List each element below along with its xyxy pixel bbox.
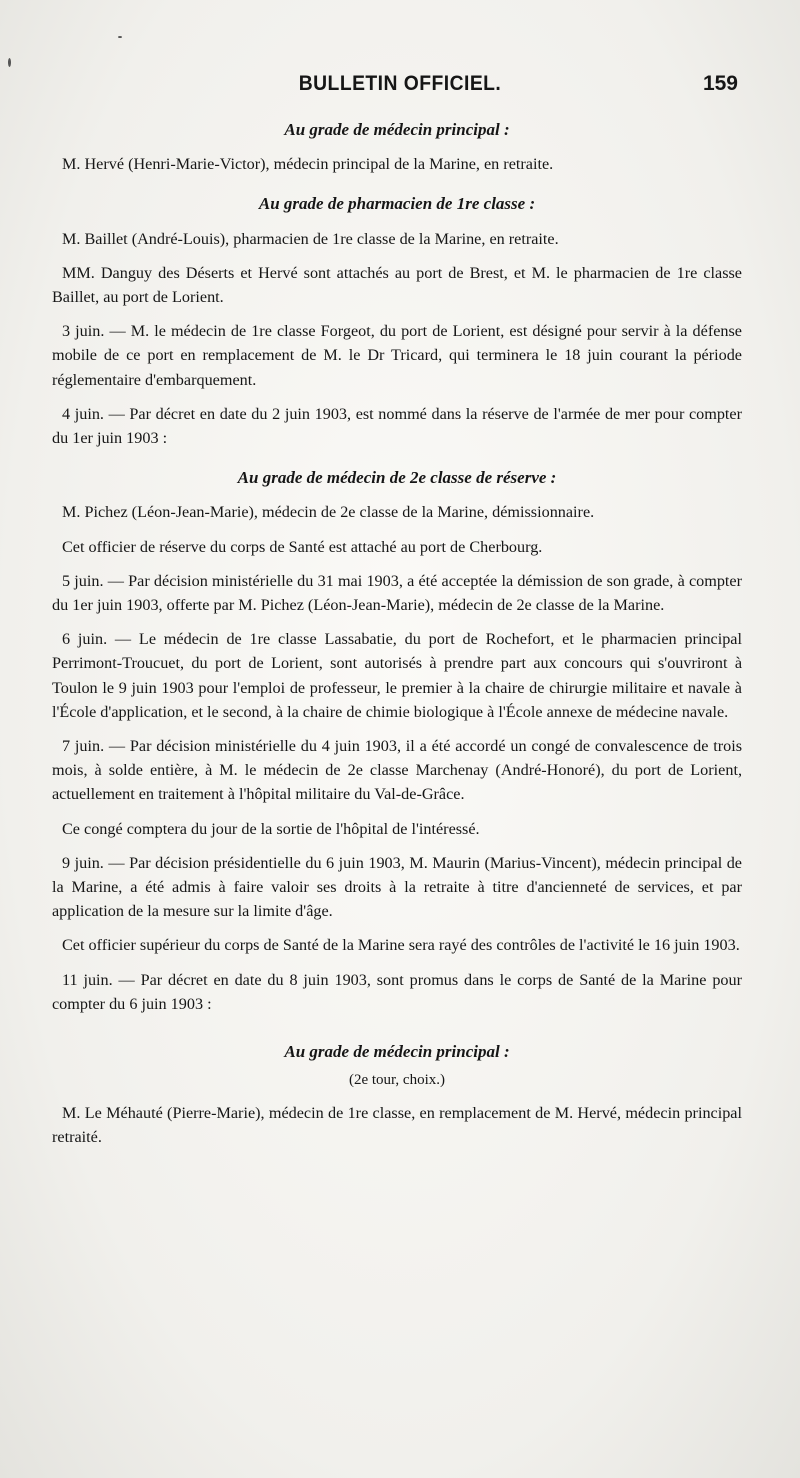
paragraph: 7 juin. — Par décision ministérielle du 4 juin 1903, il a été accordé un congé de convalescence de trois mois, à solde entière, à M. le médecin de 2e classe Marchenay (André-Honoré), du port de Lorient, actuellement en traitement à l'hôpital militaire du Val-de-Grâce. [52, 737, 742, 804]
section-heading: Au grade de médecin principal : [284, 1042, 510, 1062]
scan-speck [8, 58, 11, 67]
section-heading: Au grade de pharmacien de 1re classe : [258, 194, 536, 214]
page-header [60, 72, 740, 102]
scan-speck [118, 36, 122, 38]
paragraph: M. Le Méhauté (Pierre-Marie), médecin de 1re classe, en remplacement de M. Hervé, médecin principal retraité. [52, 1103, 742, 1146]
paragraph: Cet officier supérieur du corps de Santé de la Marine sera rayé des contrôles de l'activité le 16 juin 1903. [62, 936, 740, 955]
page-number: 159 [702, 72, 738, 95]
paragraph: 5 juin. — Par décision ministérielle du 31 mai 1903, a été acceptée la démission de son grade, à compter du 1er juin 1903, offerte par M. Pichez (Léon-Jean-Marie), médecin de 2e classe de la Marine. [52, 571, 742, 615]
paragraph: M. Baillet (André-Louis), pharmacien de 1re classe de la Marine, en retraite. [62, 229, 559, 248]
section-heading: Au grade de médecin principal : [284, 120, 510, 139]
paragraph: 11 juin. — Par décret en date du 8 juin 1903, sont promus dans le corps de Santé de la Marine pour compter du 6 juin 1903 : [52, 970, 742, 1013]
paragraph: M. Hervé (Henri-Marie-Victor), médecin principal de la Marine, en retraite. [62, 155, 554, 174]
section-heading: Au grade de médecin de 2e classe de réserve : [237, 468, 557, 488]
bulletin-title: BULLETIN OFFICIEL. [298, 72, 502, 95]
paragraph: 3 juin. — M. le médecin de 1re classe Forgeot, du port de Lorient, est désigné pour servir à la défense mobile de ce port en remplacement de M. le Dr Tricard, qui terminera le 18 juin courant la période réglementaire d'embarquement. [52, 322, 742, 389]
paragraph: 6 juin. — Le médecin de 1re classe Lassabatie, du port de Rochefort, et le pharmacien principal Perrimont-Troucuet, du port de Lorient, sont autorisés à prendre part aux concours qui s'ouvriront à Toulon le 9 juin 1903 pour l'emploi de professeur, le premier à la chaire de chirurgie militaire et navale à l'École d'application, et le second, à la chaire de chimie biologique à l'École annexe de médecine navale. [52, 630, 742, 721]
section-subheading: (2e tour, choix.) [348, 1072, 446, 1089]
document-body [52, 118, 742, 1159]
paragraph: MM. Danguy des Déserts et Hervé sont attachés au port de Brest, et M. le pharmacien de 1re classe Baillet, au port de Lorient. [52, 263, 742, 307]
paragraph: Cet officier de réserve du corps de Santé est attaché au port de Cherbourg. [62, 537, 543, 556]
paragraph: 9 juin. — Par décision présidentielle du 6 juin 1903, M. Maurin (Marius-Vincent), médecin principal de la Marine, a été admis à faire valoir ses droits à la retraite à titre d'ancienneté de services, et par application de la mesure sur la limite d'âge. [52, 853, 742, 921]
paragraph: Ce congé comptera du jour de la sortie de l'hôpital de l'intéressé. [62, 819, 480, 838]
paragraph: M. Pichez (Léon-Jean-Marie), médecin de 2e classe de la Marine, démissionnaire. [62, 503, 595, 522]
paragraph: 4 juin. — Par décret en date du 2 juin 1903, est nommé dans la réserve de l'armée de mer pour compter du 1er juin 1903 : [52, 404, 742, 448]
